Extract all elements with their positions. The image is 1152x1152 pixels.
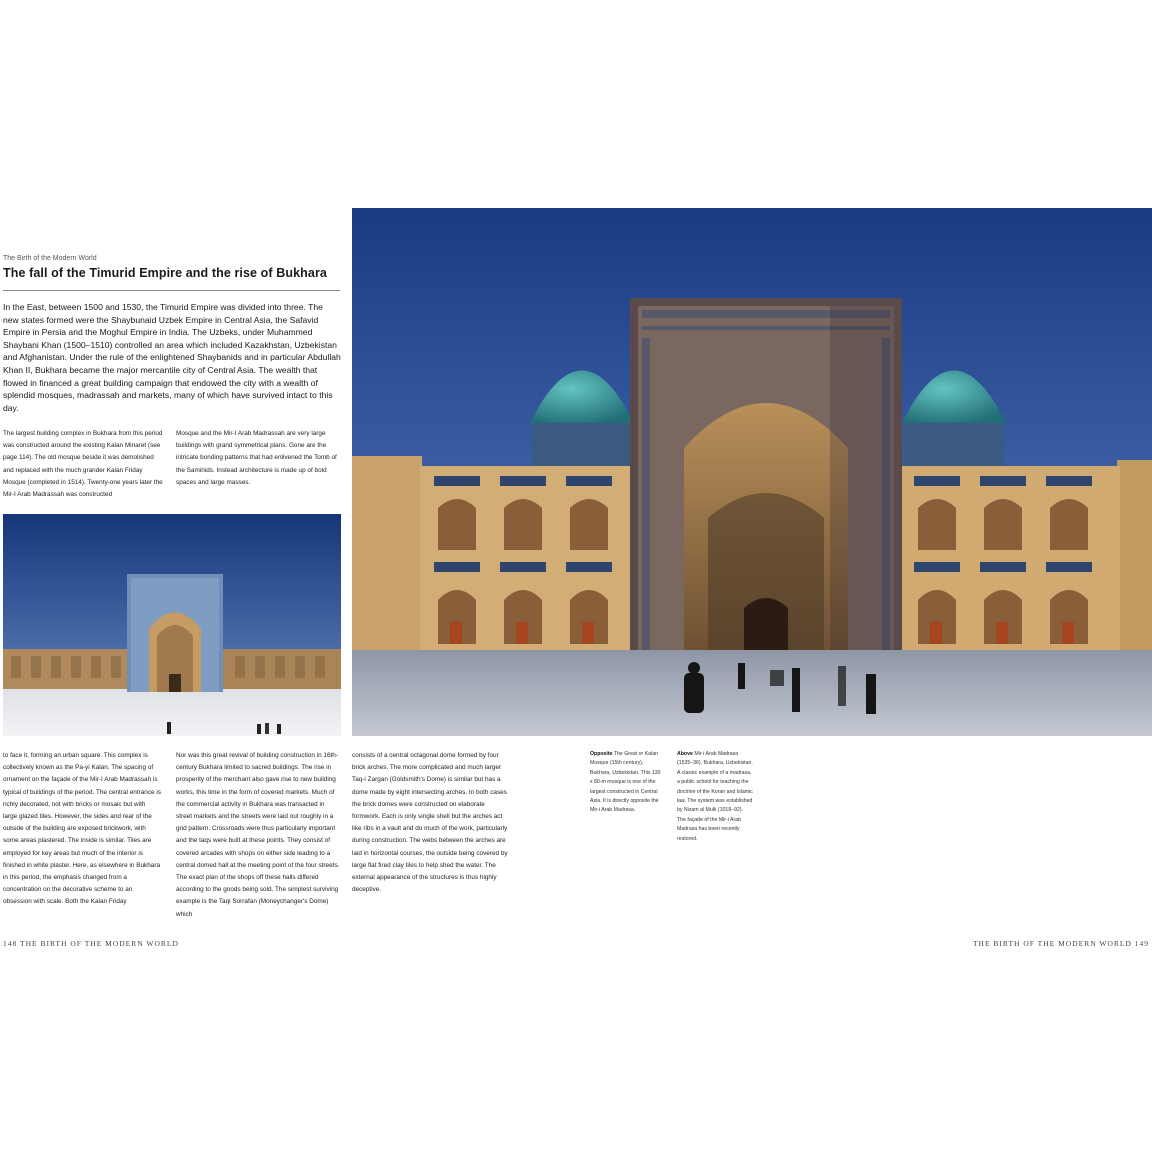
folio-left: [3, 939, 179, 948]
page-number-left: 148: [3, 939, 18, 948]
caption-above-text: Mir-i Arab Madrasa (1535–36), Bukhara, Uzbekistan. A classic example of a madrasa, a public school for teaching the doctrine of the Koran and Islamic law. The system was established by Nizam al Mulk (1018–92). The façade of the Mir-i Arab Madrasa has been recently restored.: [677, 751, 753, 842]
caption-opposite: [590, 750, 662, 816]
body-column-3: to face it, forming an urban square. This complex is collectively known as the Pa-yi Kalan. The spacing of ornament on the façade of the Mir-I Arab Madrassah is typical of buildings of the period. The central entrance is richly decorated, not with bricks or mosaic but with large glazed tiles. However, the sides and rear of the outside of the building are exposed brickwork, with some areas plastered. The inside is similar. Tiles are employed for key areas but much of the interior is finished in white plaster. Here, as elsewhere in Bukhara in this period, the emphasis changed from a concentration on the decorative scheme to an obsession with scale. Both the Kalan Friday: [3, 752, 161, 906]
page-number-right: 149: [1134, 939, 1149, 948]
page-title: The fall of the Timurid Empire and the rise of Bukhara: [3, 266, 327, 280]
kalan-mosque-photo: [3, 514, 341, 736]
caption-opposite-label: Opposite: [590, 751, 613, 757]
body-column-5: consists of a central octagonal dome formed by four brick arches. The more complicated and much larger Taq-i Zargan (Goldsmith's Dome) is similar but has a dome made by eight intersecting arches. In both cases the brick domes were constructed on elaborate formwork. Each is only single shell but the arches act like ribs in a vault and do much of the work, particularly during construction. The webs between the arches are laid in horizontal courses, the outside being covered by large flat fired clay tiles to help shed the water. The external appearance of the structures is thus highly deceptive.: [352, 752, 508, 894]
folio-right: [973, 939, 1149, 948]
body-column-2: Mosque and the Mir-I Arab Madrassah are very large buildings with grand symmetrical plans. Gone are the intricate bonding patterns that had enlivened the Tomb of the Saminids. Instead architecture is made up of bold spaces and large masses.: [176, 430, 337, 486]
lead-paragraph: In the East, between 1500 and 1530, the Timurid Empire was divided into three. The new states formed were the Shaybunaid Uzbek Empire in Central Asia, the Safavid Empire in Persia and the Moghul Empire in India. The Uzbeks, under Muhammed Shaybani Khan (1500–1510) controlled an area which included Kazakhstan, Uzbekistan and Afghanistan. Under the rule of the enlightened Shaybanids and in particular Abdullah Khan II, Bukhara became the major mercantile city of Central Asia. The wealth that flowed in financed a great building campaign that endowed the city with a wealth of splendid mosques, madrassah and markets, many of which have survived intact to this day.: [3, 302, 341, 413]
body-column-1: The largest building complex in Bukhara from this period was constructed around the existing Kalan Minaret (see page 114). The old mosque beside it was demolished and replaced with the much grander Kalan Friday Mosque (completed in 1514). Twenty-one years later the Mir-I Arab Madrassah was constructed: [3, 430, 163, 499]
running-title-right: THE BIRTH OF THE MODERN WORLD: [972, 939, 1132, 948]
caption-opposite-text: The Great or Kalan Mosque (15th century), Bukhara, Uzbekistan. This 130 x 80-m mosque is one of the largest constructed in Central Asia. It is directly opposite the Mir-i Arab Madrasa.: [590, 751, 661, 814]
title-divider: [3, 290, 340, 291]
body-column-4: Nor was this great revival of building construction in 16th-century Bukhara limited to sacred buildings. The rise in prosperity of the merchant also gave rise to new building works, this time in the form of covered markets. Much of the commercial activity in Bukhara was transacted in street markets and the streets were laid out roughly in a grid pattern. Crossroads were thus particularly important and the taqs were built at these points. They consist of covered arcades with shops on either side leading to a central domed hall at the meeting point of the four streets. The exact plan of the shops off these halls differed according to the goods being sold. The simplest surviving example is the Taqi Sorrafan (Moneychanger's Dome) which: [176, 752, 340, 918]
section-kicker: The Birth of the Modern World: [3, 255, 97, 262]
caption-above-label: Above: [677, 751, 693, 757]
mir-i-arab-madrasa-photo: [352, 208, 1152, 736]
running-title-left: THE BIRTH OF THE MODERN WORLD: [20, 939, 179, 948]
caption-above: [677, 750, 753, 844]
